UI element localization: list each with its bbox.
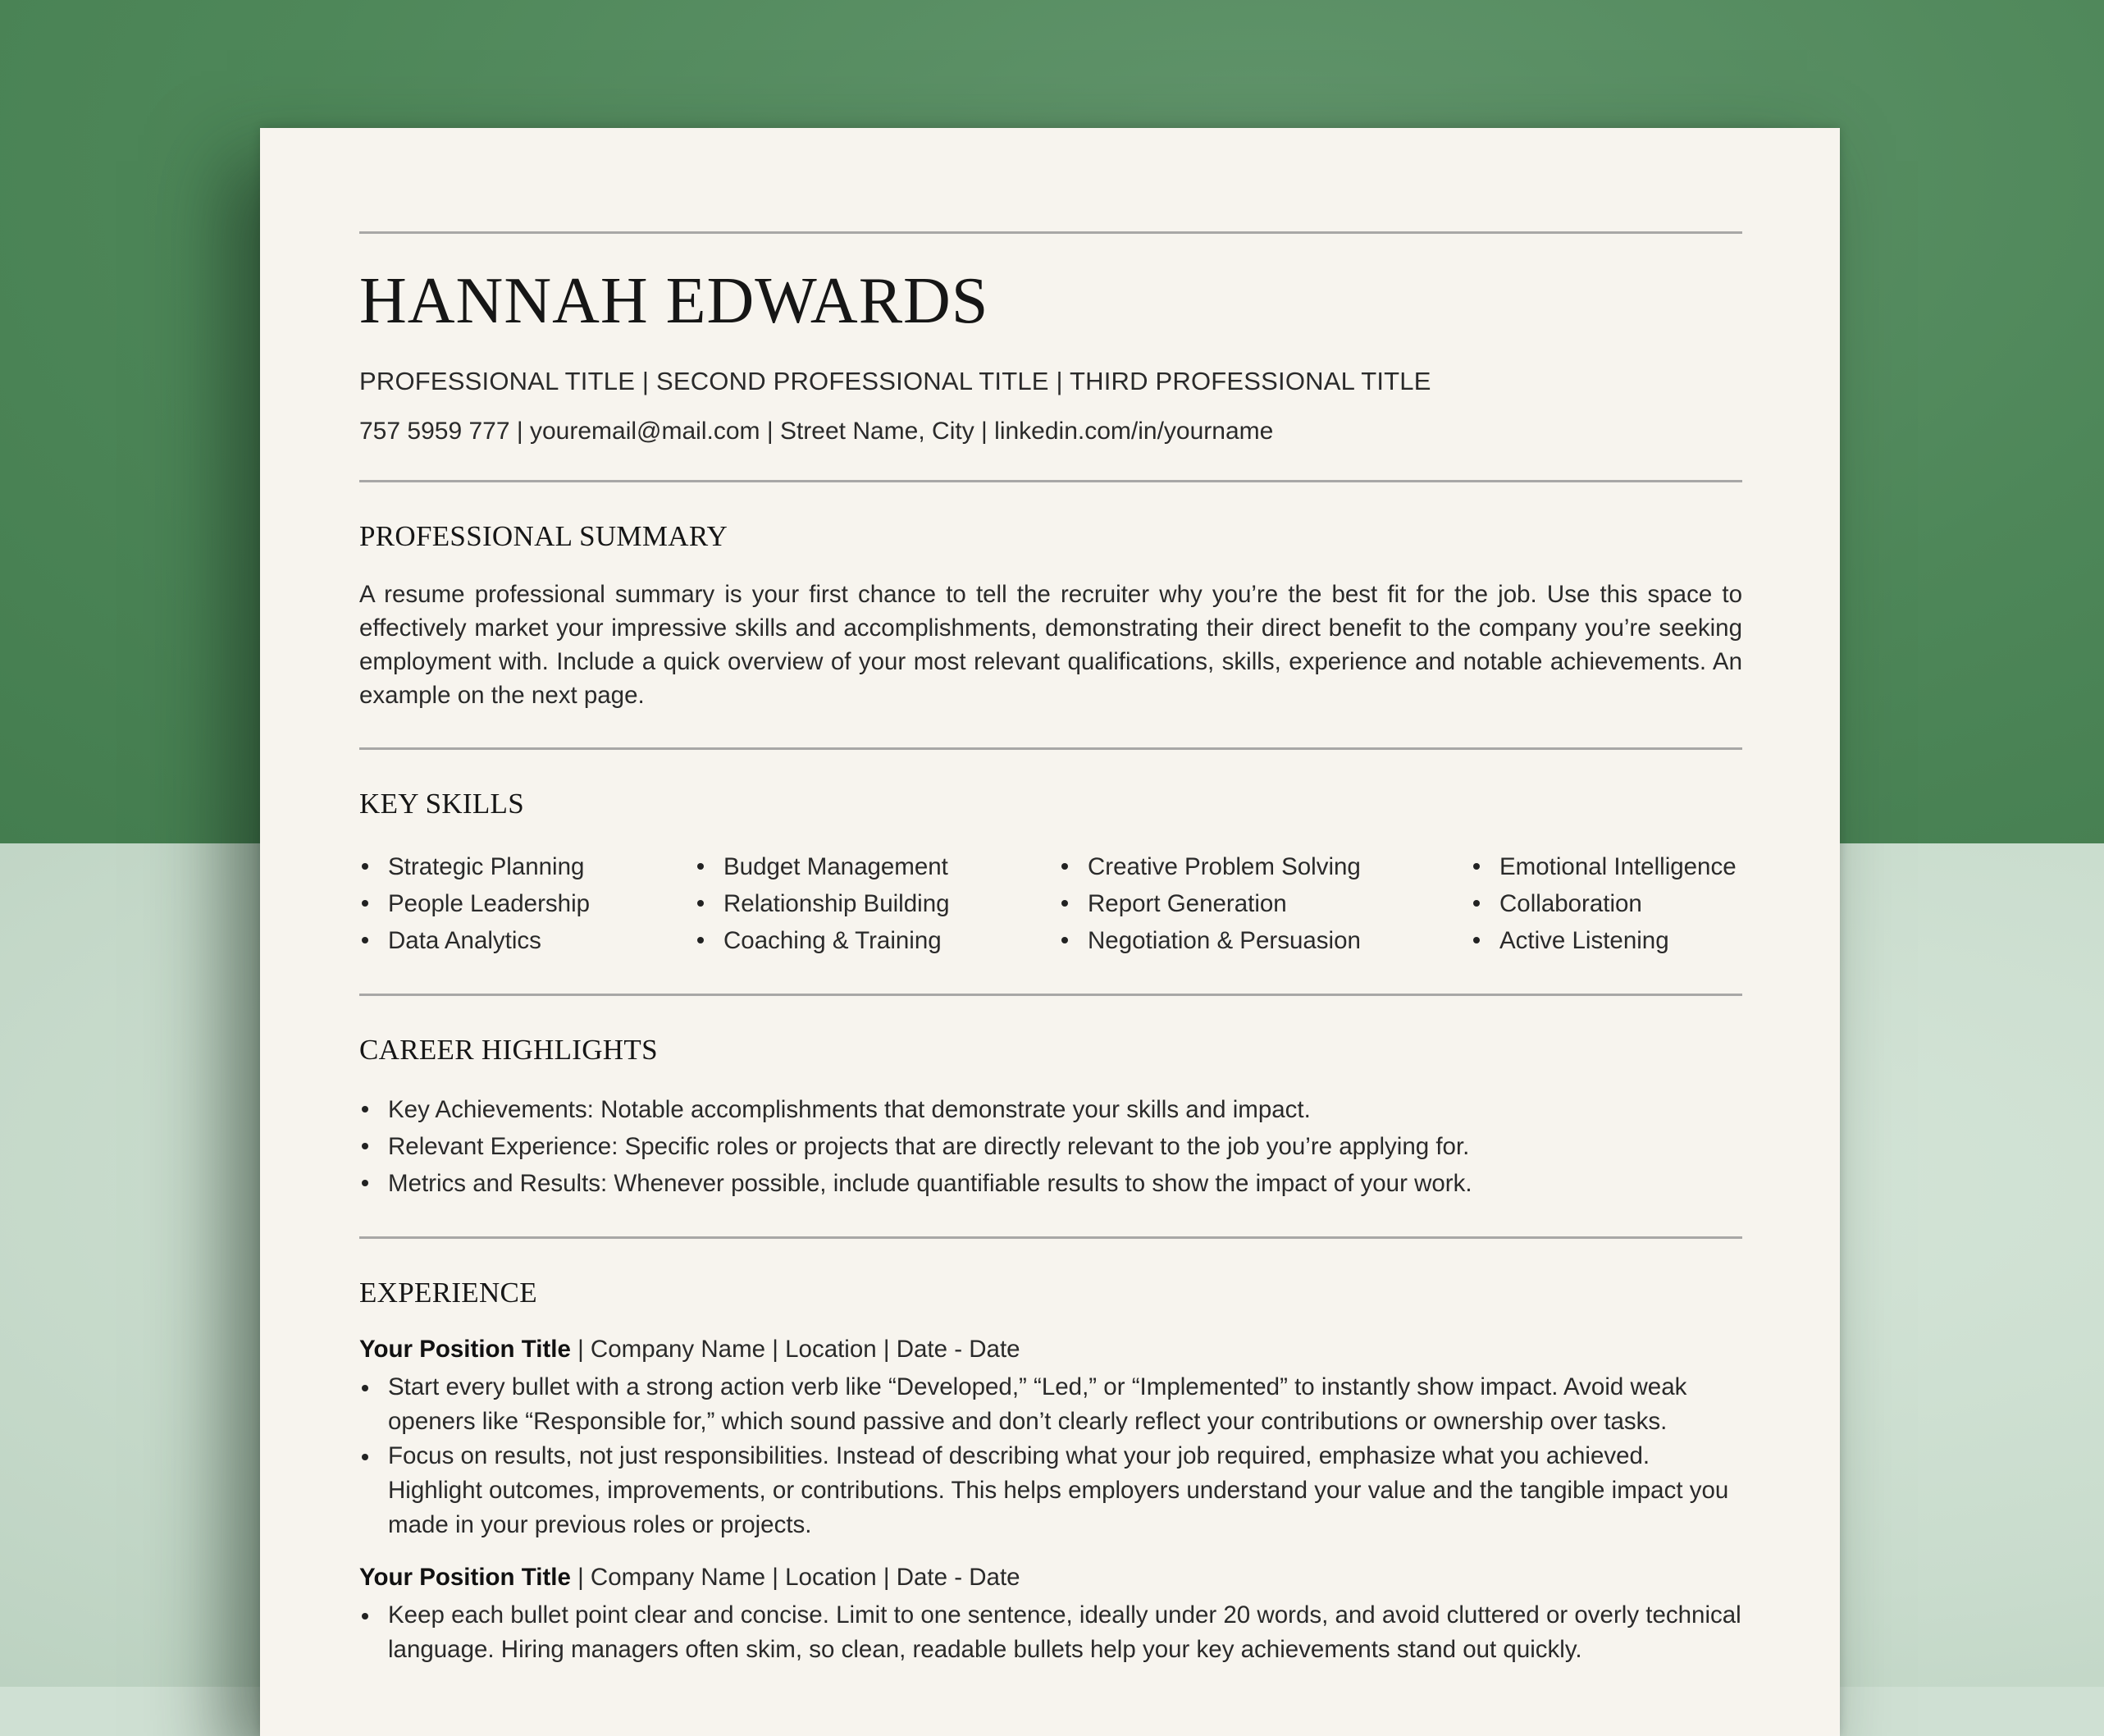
resume-content [359,231,1742,1667]
divider [359,480,1742,482]
skill-item: Coaching & Training [695,922,1059,959]
skill-item: Active Listening [1471,922,1742,959]
skills-column-1 [359,848,695,959]
job-bullets [359,1598,1742,1667]
skill-item: Strategic Planning [359,848,695,885]
highlight-item: Relevant Experience: Specific roles or projects that are directly relevant to the job you’re applying for. [359,1128,1742,1165]
skills-column-4 [1471,848,1742,959]
top-divider [359,231,1742,234]
skill-item: Collaboration [1471,885,1742,922]
skill-item: Relationship Building [695,885,1059,922]
skill-item: People Leadership [359,885,695,922]
divider [359,747,1742,750]
summary-text: A resume professional summary is your first chance to tell the recruiter why you’re the best fit for the job. Use this space to effectively market your impressive skills and accomplishments, demonstrating their direct benefit to the company you’re seeking employment with. Include a quick overview of your most relevant qualifications, skills, experience and notable achievements. An example on the next page. [359,581,1742,709]
job-bullet: Focus on results, not just responsibilities. Instead of describing what your job required, emphasize what you achieved. Highlight outcomes, improvements, or contributions. This helps employers understand your value and the tangible impact you made in your previous roles or projects. [359,1439,1742,1542]
job-bullets [359,1370,1742,1542]
skills-column-3 [1059,848,1471,959]
skill-item: Data Analytics [359,922,695,959]
professional-titles: PROFESSIONAL TITLE | SECOND PROFESSIONAL TITLE | THIRD PROFESSIONAL TITLE [359,367,1431,395]
highlight-item: Key Achievements: Notable accomplishments that demonstrate your skills and impact. [359,1091,1742,1128]
resume-page [260,128,1840,1736]
skill-item: Budget Management [695,848,1059,885]
job-details: | Company Name | Location | Date - Date [570,1336,1020,1363]
highlights-list [359,1091,1742,1202]
skills-heading: KEY SKILLS [359,788,525,820]
divider [359,1236,1742,1239]
divider [359,994,1742,996]
contact-line: 757 5959 777 | youremail@mail.com | Street Name, City | linkedin.com/in/yourname [359,418,1274,445]
skills-column-2 [695,848,1059,959]
skill-item: Creative Problem Solving [1059,848,1471,885]
highlights-heading: CAREER HIGHLIGHTS [359,1034,658,1066]
skill-item: Report Generation [1059,885,1471,922]
job-bullet: Start every bullet with a strong action verb like “Developed,” “Led,” or “Implemented” to instantly show impact. Avoid weak openers like “Responsible for,” which sound passive and don’t clearly reflect your contributions or ownership over tasks. [359,1370,1742,1439]
job-header [359,1336,1742,1364]
skill-item: Emotional Intelligence [1471,848,1742,885]
job-position: Your Position Title [359,1564,571,1591]
candidate-name: HANNAH EDWARDS [359,265,989,337]
skill-item: Negotiation & Persuasion [1059,922,1471,959]
experience-heading: EXPERIENCE [359,1277,537,1309]
job-header [359,1564,1742,1592]
job-bullet: Keep each bullet point clear and concise. Limit to one sentence, ideally under 20 words, and avoid cluttered or overly technical language. Hiring managers often skim, so clean, readable bullets help your key achievements stand out quickly. [359,1598,1742,1667]
highlight-item: Metrics and Results: Whenever possible, include quantifiable results to show the impact of your work. [359,1165,1742,1202]
job-details: | Company Name | Location | Date - Date [570,1564,1020,1591]
skills-grid [359,848,1742,959]
summary-heading: PROFESSIONAL SUMMARY [359,520,728,552]
job-position: Your Position Title [359,1336,571,1363]
